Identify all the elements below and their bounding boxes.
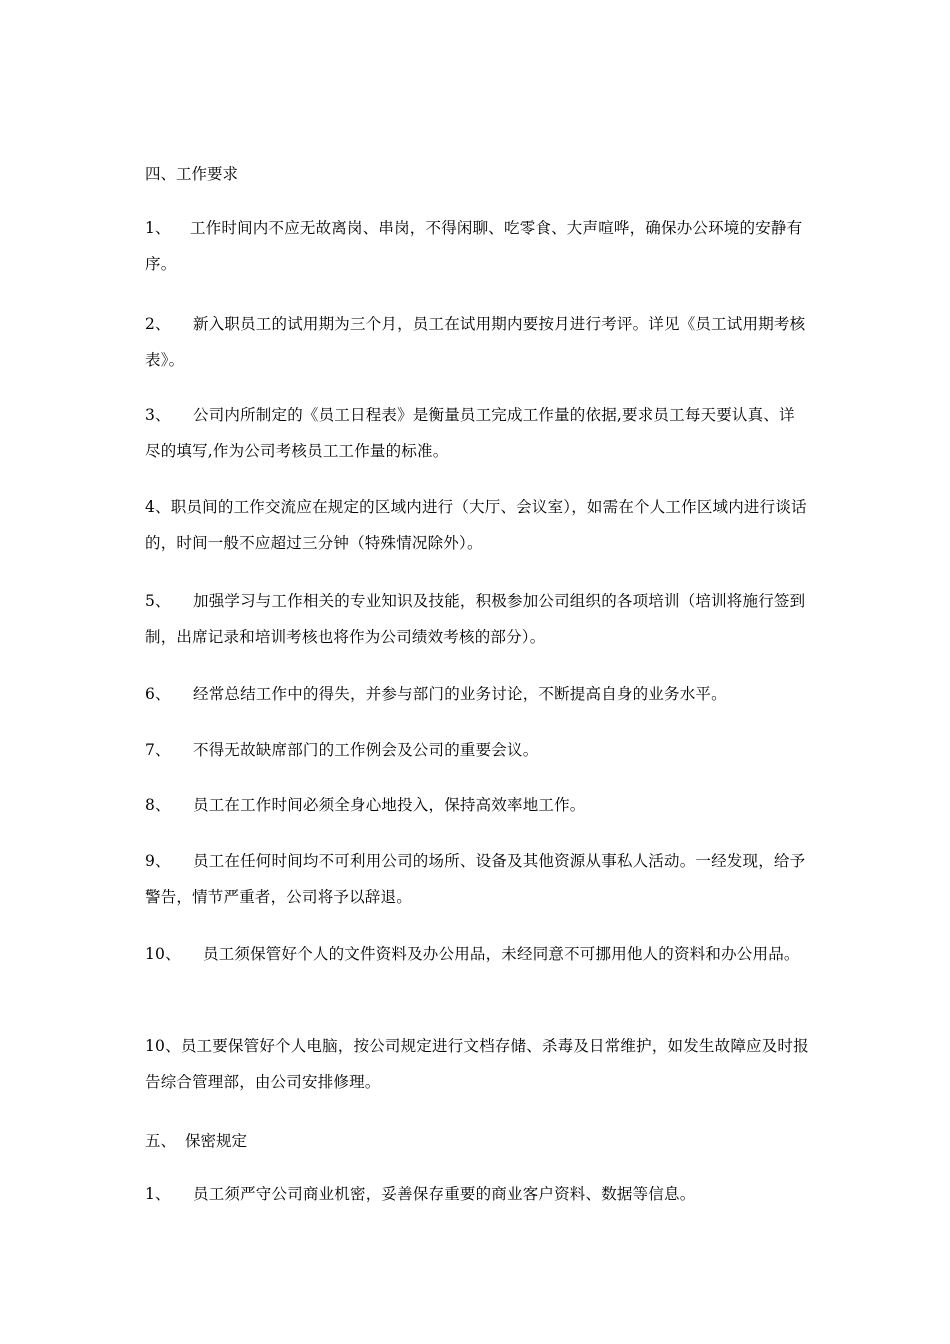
item-number: 3、 (145, 406, 171, 424)
list-item (145, 1176, 809, 1212)
item-text: 员工要保管好个人电脑，按公司规定进行文档存储、杀毒及日常维护，如发生故障应及时报告综合管理部，由公司安排修理。 (145, 1037, 809, 1091)
list-item (145, 1028, 809, 1100)
list-item (145, 489, 809, 561)
list-item (145, 676, 809, 712)
item-text: 员工须保管好个人的文件资料及办公用品，未经同意不可挪用他人的资料和办公用品。 (203, 945, 800, 963)
item-text: 员工在工作时间必须全身心地投入，保持高效率地工作。 (193, 796, 586, 814)
item-number: 1、 (145, 1185, 171, 1203)
item-number: 10、 (145, 945, 181, 963)
section-title: 保密规定 (185, 1132, 248, 1150)
item-number: 7、 (145, 741, 171, 759)
item-text: 员工须严守公司商业机密，妥善保存重要的商业客户资料、数据等信息。 (193, 1185, 696, 1203)
item-number: 5、 (145, 592, 171, 610)
item-number: 4、 (145, 498, 171, 516)
section-5-heading (145, 1131, 247, 1151)
list-item (145, 843, 809, 915)
item-number: 6、 (145, 685, 171, 703)
item-text: 员工在任何时间均不可利用公司的场所、设备及其他资源从事私人活动。一经发现，给予警告，情节严重者，公司将予以辞退。 (145, 852, 806, 906)
item-text: 经常总结工作中的得失，并参与部门的业务讨论，不断提高自身的业务水平。 (193, 685, 727, 703)
item-number: 8、 (145, 796, 171, 814)
list-item (145, 210, 809, 282)
list-item (145, 583, 809, 655)
list-item (145, 787, 809, 823)
item-number: 2、 (145, 315, 171, 333)
list-item (145, 306, 809, 378)
item-text: 公司内所制定的《员工日程表》是衡量员工完成工作量的依据,要求员工每天要认真、详尽的填写,作为公司考核员工工作量的标准。 (145, 406, 795, 460)
item-text: 加强学习与工作相关的专业知识及技能，积极参加公司组织的各项培训（培训将施行签到制，出席记录和培训考核也将作为公司绩效考核的部分）。 (145, 592, 806, 646)
list-item (145, 397, 809, 469)
item-text: 新入职员工的试用期为三个月，员工在试用期内要按月进行考评。详见《员工试用期考核表》。 (145, 315, 806, 369)
item-text: 职员间的工作交流应在规定的区域内进行（大厅、会议室），如需在个人工作区域内进行谈话的，时间一般不应超过三分钟（特殊情况除外）。 (145, 498, 807, 552)
item-text: 不得无故缺席部门的工作例会及公司的重要会议。 (193, 741, 539, 759)
item-number: 10、 (145, 1037, 181, 1055)
section-number: 五、 (145, 1132, 177, 1150)
item-number: 9、 (145, 852, 171, 870)
item-number: 1、 (145, 219, 171, 237)
list-item (145, 936, 809, 972)
list-item (145, 732, 809, 768)
section-4-heading: 四、工作要求 (145, 165, 239, 183)
item-text: 工作时间内不应无故离岗、串岗，不得闲聊、吃零食、大声喧哗，确保办公环境的安静有序。 (145, 219, 803, 273)
